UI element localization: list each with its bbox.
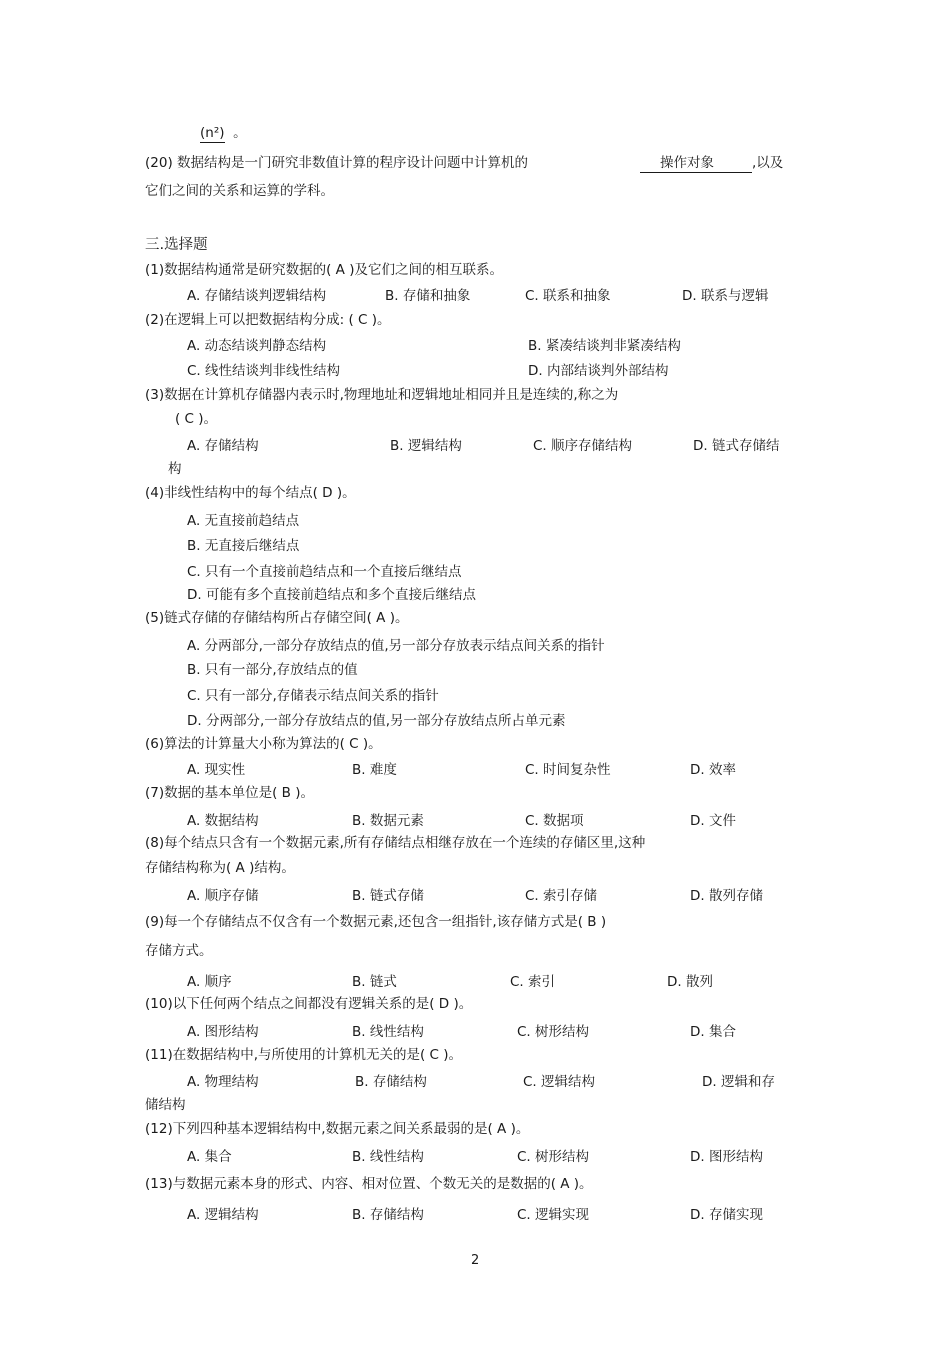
q5-stem: (5)链式存储的存储结构所占存储空间( A )。 (145, 610, 409, 626)
q12-option-b: B. 线性结构 (352, 1149, 424, 1165)
q3-stem: (3)数据在计算机存储器内表示时,物理地址和逻辑地址相同并且是连续的,称之为 (145, 387, 619, 403)
q6-stem: (6)算法的计算量大小称为算法的( C )。 (145, 736, 382, 752)
q19-tail: 。 (233, 125, 247, 141)
q7-option-a: A. 数据结构 (187, 813, 259, 829)
q9-option-a: A. 顺序 (187, 974, 232, 990)
q20-prefix: (20) 数据结构是一门研究非数值计算的程序设计问题中计算机的 (145, 155, 529, 171)
q5-option-b: B. 只有一部分,存放结点的值 (187, 662, 358, 678)
q1-option-d: D. 联系与逻辑 (682, 288, 769, 304)
q12-option-a: A. 集合 (187, 1149, 232, 1165)
q3-option-d: D. 链式存储结 (693, 438, 780, 454)
q5-option-d: D. 分两部分,一部分存放结点的值,另一部分存放结点所占单元素 (187, 713, 566, 729)
q8-option-b: B. 链式存储 (352, 888, 424, 904)
q20-line2: 它们之间的关系和运算的学科。 (145, 183, 334, 199)
q8-stem-line2: 存储结构称为( A )结构。 (145, 860, 295, 876)
q13-option-a: A. 逻辑结构 (187, 1207, 259, 1223)
q10-option-a: A. 图形结构 (187, 1024, 259, 1040)
q1-stem: (1)数据结构通常是研究数据的( A )及它们之间的相互联系。 (145, 262, 503, 278)
q3-stem-line2: ( C )。 (175, 411, 218, 427)
q5-option-c: C. 只有一部分,存储表示结点间关系的指针 (187, 688, 439, 704)
q12-option-d: D. 图形结构 (690, 1149, 763, 1165)
q13-option-c: C. 逻辑实现 (517, 1207, 590, 1223)
q2-option-d: D. 内部结谈判外部结构 (528, 363, 669, 379)
q4-stem: (4)非线性结构中的每个结点( D )。 (145, 485, 356, 501)
q11-option-d-wrap: 储结构 (145, 1097, 186, 1113)
q1-option-c: C. 联系和抽象 (525, 288, 611, 304)
q6-option-d: D. 效率 (690, 762, 736, 778)
q7-stem: (7)数据的基本单位是( B )。 (145, 785, 315, 801)
q10-option-b: B. 线性结构 (352, 1024, 424, 1040)
q19-continuation (200, 124, 247, 143)
q3-option-b: B. 逻辑结构 (390, 438, 462, 454)
q20-suffix: ,以及 (752, 155, 784, 171)
q6-option-b: B. 难度 (352, 762, 397, 778)
q9-stem-line2: 存储方式。 (145, 943, 213, 959)
q9-stem: (9)每一个存储结点不仅含有一个数据元素,还包含一组指针,该存储方式是( B ) (145, 914, 607, 930)
q2-option-b: B. 紧凑结谈判非紧凑结构 (528, 338, 681, 354)
q2-option-c: C. 线性结谈判非线性结构 (187, 363, 341, 379)
q8-stem: (8)每个结点只含有一个数据元素,所有存储结点相继存放在一个连续的存储区里,这种 (145, 835, 646, 851)
q3-option-d-wrap: 构 (168, 461, 182, 477)
page-number: 2 (471, 1253, 480, 1268)
q20-answer-blank: 操作对象 (640, 154, 752, 173)
q7-option-b: B. 数据元素 (352, 813, 424, 829)
q4-option-c: C. 只有一个直接前趋结点和一个直接后继结点 (187, 564, 462, 580)
q10-stem: (10)以下任何两个结点之间都没有逻辑关系的是( D )。 (145, 996, 473, 1012)
q20-answer (640, 154, 783, 173)
q4-option-a: A. 无直接前趋结点 (187, 513, 300, 529)
q11-option-c: C. 逻辑结构 (523, 1074, 596, 1090)
q2-stem: (2)在逻辑上可以把数据结构分成: ( C )。 (145, 312, 391, 328)
q5-option-a: A. 分两部分,一部分存放结点的值,另一部分存放表示结点间关系的指针 (187, 638, 605, 654)
q8-option-d: D. 散列存储 (690, 888, 763, 904)
q6-option-a: A. 现实性 (187, 762, 246, 778)
q9-option-d: D. 散列 (667, 974, 713, 990)
q11-option-b: B. 存储结构 (355, 1074, 427, 1090)
q10-option-d: D. 集合 (690, 1024, 736, 1040)
q4-option-d: D. 可能有多个直接前趋结点和多个直接后继结点 (187, 587, 476, 603)
q9-option-c: C. 索引 (510, 974, 556, 990)
q1-option-b: B. 存储和抽象 (385, 288, 471, 304)
q11-option-d: D. 逻辑和存 (702, 1074, 775, 1090)
q13-stem: (13)与数据元素本身的形式、内容、相对位置、个数无关的是数据的( A )。 (145, 1176, 593, 1192)
q1-option-a: A. 存储结谈判逻辑结构 (187, 288, 327, 304)
q13-option-d: D. 存储实现 (690, 1207, 763, 1223)
q2-option-a: A. 动态结谈判静态结构 (187, 338, 327, 354)
q11-option-a: A. 物理结构 (187, 1074, 259, 1090)
q10-option-c: C. 树形结构 (517, 1024, 590, 1040)
q3-option-a: A. 存储结构 (187, 438, 259, 454)
q8-option-a: A. 顺序存储 (187, 888, 259, 904)
q12-option-c: C. 树形结构 (517, 1149, 590, 1165)
q9-option-b: B. 链式 (352, 974, 397, 990)
section-title: 三.选择题 (145, 237, 208, 253)
q7-option-c: C. 数据项 (525, 813, 584, 829)
q6-option-c: C. 时间复杂性 (525, 762, 611, 778)
q12-stem: (12)下列四种基本逻辑结构中,数据元素之间关系最弱的是( A )。 (145, 1121, 530, 1137)
q19-answer-blank: (n²) (200, 125, 225, 141)
q13-option-b: B. 存储结构 (352, 1207, 424, 1223)
q8-option-c: C. 索引存储 (525, 888, 598, 904)
q4-option-b: B. 无直接后继结点 (187, 538, 300, 554)
q11-stem: (11)在数据结构中,与所使用的计算机无关的是( C )。 (145, 1047, 463, 1063)
q3-option-c: C. 顺序存储结构 (533, 438, 633, 454)
q7-option-d: D. 文件 (690, 813, 736, 829)
